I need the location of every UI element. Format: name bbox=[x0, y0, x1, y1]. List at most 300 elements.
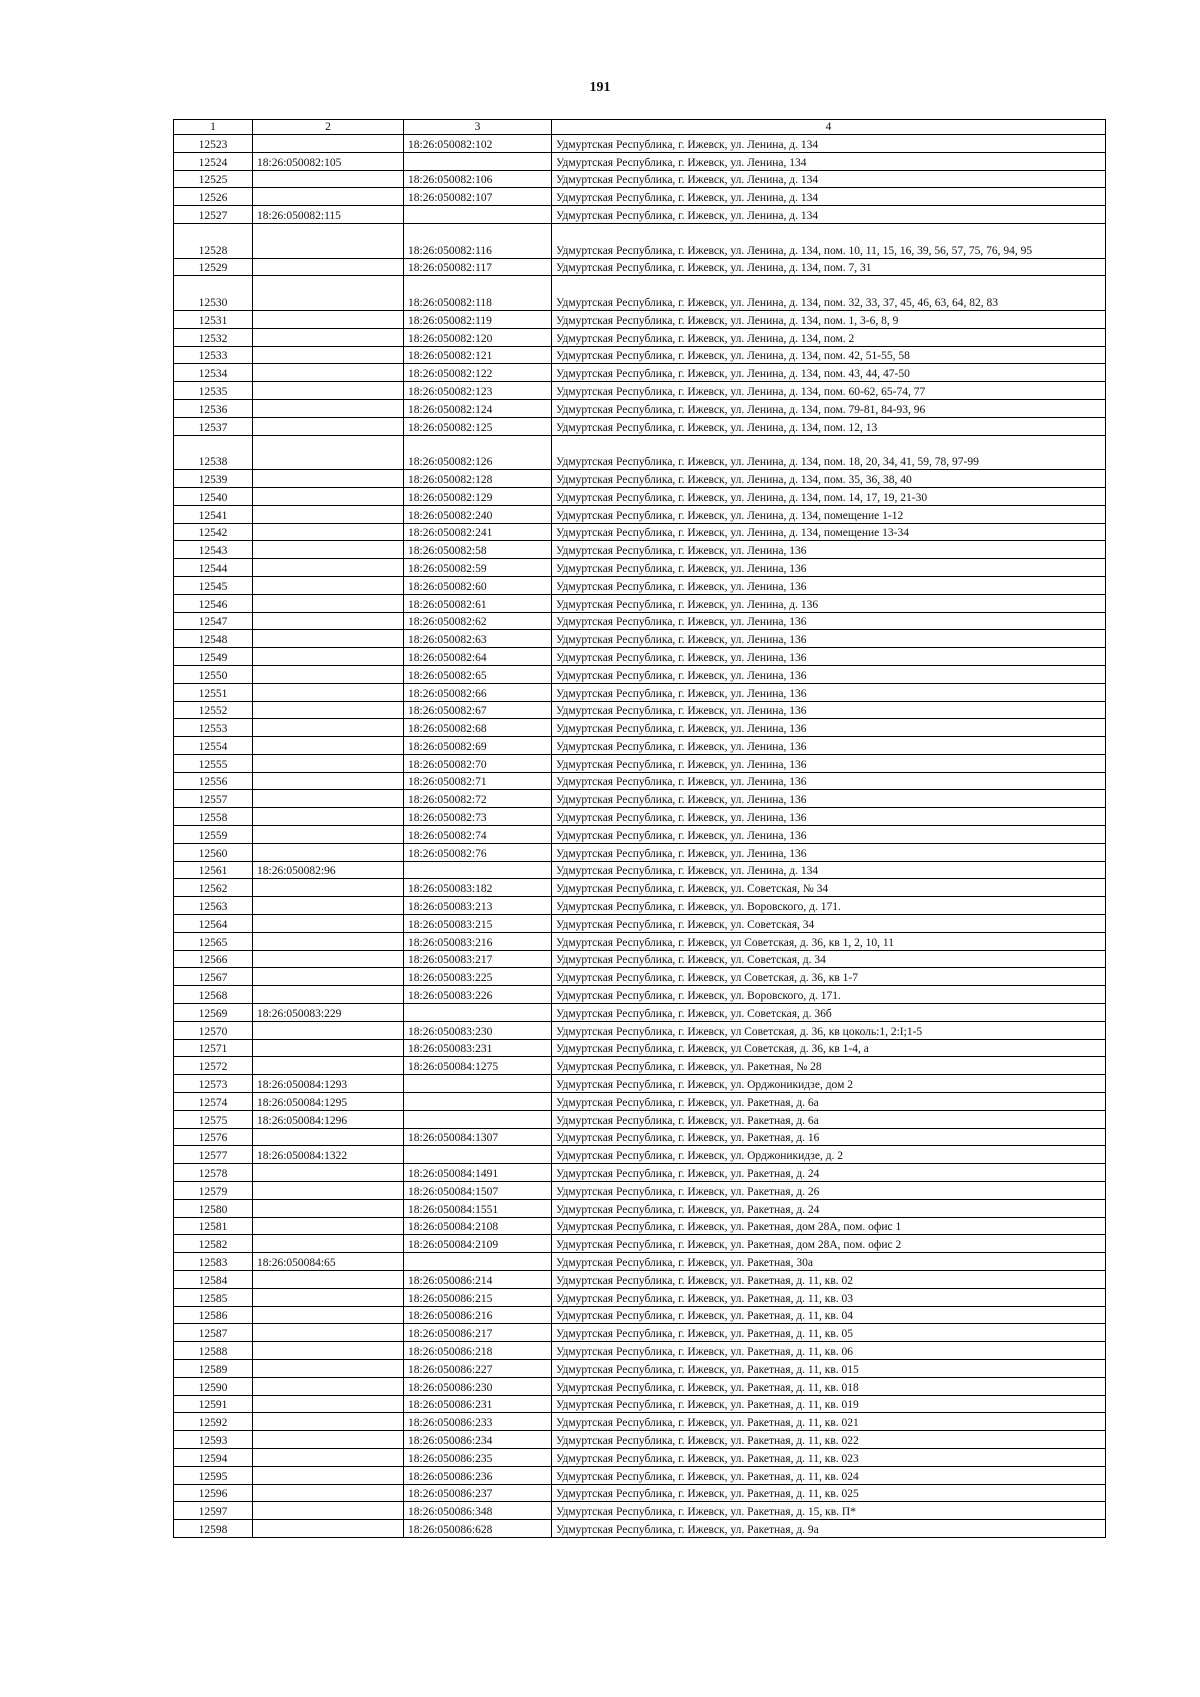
cadastral-number-a-cell bbox=[253, 399, 404, 417]
cadastral-number-b-cell: 18:26:050086:236 bbox=[404, 1466, 552, 1484]
address-cell: Удмуртская Республика, г. Ижевск, ул. Ленина, 136 bbox=[552, 719, 1106, 737]
address-cell: Удмуртская Республика, г. Ижевск, ул. Ракетная, д. 16 bbox=[552, 1128, 1106, 1146]
cadastral-number-a-cell bbox=[253, 1359, 404, 1377]
table-row bbox=[174, 258, 1106, 276]
table-row bbox=[174, 594, 1106, 612]
table-row bbox=[174, 1039, 1106, 1057]
cadastral-number-a-cell bbox=[253, 737, 404, 755]
cadastral-number-b-cell: 18:26:050083:182 bbox=[404, 879, 552, 897]
address-cell: Удмуртская Республика, г. Ижевск, ул. Ленина, 136 bbox=[552, 541, 1106, 559]
table-row bbox=[174, 932, 1106, 950]
table-row bbox=[174, 1288, 1106, 1306]
table-row bbox=[174, 630, 1106, 648]
cadastral-number-b-cell: 18:26:050083:225 bbox=[404, 968, 552, 986]
table-row bbox=[174, 135, 1106, 153]
address-cell: Удмуртская Республика, г. Ижевск, ул. Ленина, д. 134, пом. 1, 3-6, 8, 9 bbox=[552, 310, 1106, 328]
cadastral-number-a-cell bbox=[253, 1057, 404, 1075]
cadastral-number-a-cell: 18:26:050084:1322 bbox=[253, 1146, 404, 1164]
address-cell: Удмуртская Республика, г. Ижевск, ул Советская, д. 36, кв цоколь:1, 2:I;1-5 bbox=[552, 1021, 1106, 1039]
row-number-cell: 12527 bbox=[174, 206, 253, 224]
row-number-cell: 12587 bbox=[174, 1324, 253, 1342]
cadastral-number-b-cell bbox=[404, 1004, 552, 1022]
cadastral-number-b-cell: 18:26:050086:214 bbox=[404, 1271, 552, 1289]
cadastral-number-b-cell: 18:26:050082:122 bbox=[404, 364, 552, 382]
cadastral-number-b-cell: 18:26:050086:233 bbox=[404, 1413, 552, 1431]
cadastral-number-a-cell bbox=[253, 1235, 404, 1253]
row-number-cell: 12591 bbox=[174, 1395, 253, 1413]
cadastral-number-a-cell: 18:26:050084:1295 bbox=[253, 1093, 404, 1111]
table-row bbox=[174, 364, 1106, 382]
address-cell: Удмуртская Республика, г. Ижевск, ул. Ракетная, д. 11, кв. 023 bbox=[552, 1448, 1106, 1466]
row-number-cell: 12578 bbox=[174, 1164, 253, 1182]
row-number-cell: 12537 bbox=[174, 417, 253, 435]
table-row bbox=[174, 826, 1106, 844]
table-row bbox=[174, 843, 1106, 861]
row-number-cell: 12573 bbox=[174, 1075, 253, 1093]
row-number-cell: 12579 bbox=[174, 1182, 253, 1200]
cadastral-number-a-cell bbox=[253, 950, 404, 968]
column-header-2: 2 bbox=[253, 120, 404, 135]
address-cell: Удмуртская Республика, г. Ижевск, ул. Ракетная, д. 26 bbox=[552, 1182, 1106, 1200]
row-number-cell: 12532 bbox=[174, 328, 253, 346]
table-row bbox=[174, 1146, 1106, 1164]
row-number-cell: 12544 bbox=[174, 559, 253, 577]
row-number-cell: 12559 bbox=[174, 826, 253, 844]
cadastral-number-a-cell bbox=[253, 1342, 404, 1360]
address-cell: Удмуртская Республика, г. Ижевск, ул. Ленина, 136 bbox=[552, 737, 1106, 755]
table-row bbox=[174, 1377, 1106, 1395]
address-cell: Удмуртская Республика, г. Ижевск, ул. Ракетная, д. 11, кв. 02 bbox=[552, 1271, 1106, 1289]
table-row bbox=[174, 1164, 1106, 1182]
cadastral-number-a-cell bbox=[253, 487, 404, 505]
cadastral-number-b-cell: 18:26:050083:230 bbox=[404, 1021, 552, 1039]
page-number: 191 bbox=[589, 80, 611, 95]
row-number-cell: 12525 bbox=[174, 170, 253, 188]
table-row bbox=[174, 417, 1106, 435]
cadastral-number-a-cell bbox=[253, 986, 404, 1004]
cadastral-number-a-cell bbox=[253, 1466, 404, 1484]
address-cell: Удмуртская Республика, г. Ижевск, ул. Ракетная, д. 11, кв. 024 bbox=[552, 1466, 1106, 1484]
address-cell: Удмуртская Республика, г. Ижевск, ул Советская, д. 36, кв 1-4, а bbox=[552, 1039, 1106, 1057]
cadastral-number-b-cell: 18:26:050082:120 bbox=[404, 328, 552, 346]
row-number-cell: 12534 bbox=[174, 364, 253, 382]
address-cell: Удмуртская Республика, г. Ижевск, ул. Ленина, д. 134, пом. 35, 36, 38, 40 bbox=[552, 470, 1106, 488]
row-number-cell: 12568 bbox=[174, 986, 253, 1004]
table-row bbox=[174, 1057, 1106, 1075]
cadastral-number-a-cell bbox=[253, 276, 404, 311]
cadastral-number-a-cell bbox=[253, 897, 404, 915]
row-number-cell: 12585 bbox=[174, 1288, 253, 1306]
table-row bbox=[174, 897, 1106, 915]
cadastral-number-b-cell: 18:26:050083:215 bbox=[404, 915, 552, 933]
row-number-cell: 12575 bbox=[174, 1110, 253, 1128]
row-number-cell: 12539 bbox=[174, 470, 253, 488]
row-number-cell: 12570 bbox=[174, 1021, 253, 1039]
cadastral-number-a-cell bbox=[253, 879, 404, 897]
cadastral-number-a-cell bbox=[253, 223, 404, 258]
address-cell: Удмуртская Республика, г. Ижевск, ул. Ленина, 136 bbox=[552, 648, 1106, 666]
table-row bbox=[174, 435, 1106, 470]
cadastral-number-b-cell: 18:26:050086:231 bbox=[404, 1395, 552, 1413]
table-row bbox=[174, 576, 1106, 594]
row-number-cell: 12563 bbox=[174, 897, 253, 915]
cadastral-number-b-cell: 18:26:050082:63 bbox=[404, 630, 552, 648]
table-row bbox=[174, 1199, 1106, 1217]
column-header-3: 3 bbox=[404, 120, 552, 135]
row-number-cell: 12531 bbox=[174, 310, 253, 328]
table-header bbox=[174, 120, 1106, 135]
row-number-cell: 12556 bbox=[174, 772, 253, 790]
address-cell: Удмуртская Республика, г. Ижевск, ул. Ракетная, д. 11, кв. 025 bbox=[552, 1484, 1106, 1502]
address-cell: Удмуртская Республика, г. Ижевск, ул. Ракетная, д. 11, кв. 06 bbox=[552, 1342, 1106, 1360]
row-number-cell: 12547 bbox=[174, 612, 253, 630]
cadastral-number-a-cell bbox=[253, 1324, 404, 1342]
address-cell: Удмуртская Республика, г. Ижевск, ул Советская, д. 36, кв 1-7 bbox=[552, 968, 1106, 986]
cadastral-number-a-cell bbox=[253, 1199, 404, 1217]
table-row bbox=[174, 879, 1106, 897]
row-number-cell: 12582 bbox=[174, 1235, 253, 1253]
row-number-cell: 12536 bbox=[174, 399, 253, 417]
table-row bbox=[174, 170, 1106, 188]
table-row bbox=[174, 1431, 1106, 1449]
cadastral-number-b-cell: 18:26:050083:226 bbox=[404, 986, 552, 1004]
cadastral-number-a-cell: 18:26:050082:115 bbox=[253, 206, 404, 224]
address-cell: Удмуртская Республика, г. Ижевск, ул. Ленина, 136 bbox=[552, 576, 1106, 594]
cadastral-number-a-cell bbox=[253, 648, 404, 666]
cadastral-number-a-cell bbox=[253, 1164, 404, 1182]
cadastral-number-a-cell bbox=[253, 188, 404, 206]
row-number-cell: 12549 bbox=[174, 648, 253, 666]
address-cell: Удмуртская Республика, г. Ижевск, ул. Ленина, 136 bbox=[552, 701, 1106, 719]
address-cell: Удмуртская Республика, г. Ижевск, ул. Ракетная, д. 6а bbox=[552, 1110, 1106, 1128]
cadastral-number-b-cell: 18:26:050084:2108 bbox=[404, 1217, 552, 1235]
cadastral-number-b-cell: 18:26:050082:71 bbox=[404, 772, 552, 790]
header-row bbox=[174, 120, 1106, 135]
address-cell: Удмуртская Республика, г. Ижевск, ул. Ленина, д. 134 bbox=[552, 170, 1106, 188]
cadastral-number-a-cell bbox=[253, 1182, 404, 1200]
cadastral-number-b-cell: 18:26:050083:217 bbox=[404, 950, 552, 968]
cadastral-number-a-cell bbox=[253, 1128, 404, 1146]
address-cell: Удмуртская Республика, г. Ижевск, ул. Ленина, 136 bbox=[552, 826, 1106, 844]
row-number-cell: 12584 bbox=[174, 1271, 253, 1289]
cadastral-number-b-cell: 18:26:050082:76 bbox=[404, 843, 552, 861]
address-cell: Удмуртская Республика, г. Ижевск, ул. Ракетная, д. 11, кв. 05 bbox=[552, 1324, 1106, 1342]
address-cell: Удмуртская Республика, г. Ижевск, ул. Советская, 34 bbox=[552, 915, 1106, 933]
address-cell: Удмуртская Республика, г. Ижевск, ул. Ленина, 136 bbox=[552, 754, 1106, 772]
cadastral-number-b-cell: 18:26:050083:216 bbox=[404, 932, 552, 950]
table-row bbox=[174, 470, 1106, 488]
table-row bbox=[174, 968, 1106, 986]
row-number-cell: 12542 bbox=[174, 523, 253, 541]
cadastral-number-b-cell: 18:26:050082:70 bbox=[404, 754, 552, 772]
address-cell: Удмуртская Республика, г. Ижевск, ул. Ленина, д. 134, пом. 2 bbox=[552, 328, 1106, 346]
address-cell: Удмуртская Республика, г. Ижевск, ул. Ленина, 136 bbox=[552, 665, 1106, 683]
address-cell: Удмуртская Республика, г. Ижевск, ул. Ракетная, д. 11, кв. 018 bbox=[552, 1377, 1106, 1395]
cadastral-number-a-cell: 18:26:050082:96 bbox=[253, 861, 404, 879]
table-row bbox=[174, 1253, 1106, 1271]
address-cell: Удмуртская Республика, г. Ижевск, ул. Ленина, 136 bbox=[552, 630, 1106, 648]
row-number-cell: 12566 bbox=[174, 950, 253, 968]
address-cell: Удмуртская Республика, г. Ижевск, ул. Ленина, д. 134, пом. 79-81, 84-93, 96 bbox=[552, 399, 1106, 417]
table-row bbox=[174, 1128, 1106, 1146]
table-row bbox=[174, 1217, 1106, 1235]
cadastral-number-a-cell bbox=[253, 843, 404, 861]
cadastral-number-a-cell bbox=[253, 1021, 404, 1039]
table-row bbox=[174, 772, 1106, 790]
cadastral-number-a-cell bbox=[253, 1520, 404, 1538]
table-row bbox=[174, 1520, 1106, 1538]
row-number-cell: 12564 bbox=[174, 915, 253, 933]
cadastral-number-b-cell: 18:26:050086:234 bbox=[404, 1431, 552, 1449]
row-number-cell: 12530 bbox=[174, 276, 253, 311]
row-number-cell: 12586 bbox=[174, 1306, 253, 1324]
row-number-cell: 12565 bbox=[174, 932, 253, 950]
cadastral-number-b-cell: 18:26:050082:72 bbox=[404, 790, 552, 808]
address-cell: Удмуртская Республика, г. Ижевск, ул. Ленина, д. 134, помещение 13-34 bbox=[552, 523, 1106, 541]
table-row bbox=[174, 541, 1106, 559]
cadastral-number-b-cell: 18:26:050082:123 bbox=[404, 382, 552, 400]
table-row bbox=[174, 1342, 1106, 1360]
table-row bbox=[174, 1448, 1106, 1466]
cadastral-number-a-cell bbox=[253, 258, 404, 276]
address-cell: Удмуртская Республика, г. Ижевск, ул. Ракетная, д. 9а bbox=[552, 1520, 1106, 1538]
cadastral-number-a-cell bbox=[253, 505, 404, 523]
address-cell: Удмуртская Республика, г. Ижевск, ул. Ленина, д. 136 bbox=[552, 594, 1106, 612]
table-row bbox=[174, 382, 1106, 400]
cadastral-number-a-cell: 18:26:050084:1296 bbox=[253, 1110, 404, 1128]
address-cell: Удмуртская Республика, г. Ижевск, ул Советская, д. 36, кв 1, 2, 10, 11 bbox=[552, 932, 1106, 950]
cadastral-number-b-cell: 18:26:050086:235 bbox=[404, 1448, 552, 1466]
table-row bbox=[174, 915, 1106, 933]
row-number-cell: 12553 bbox=[174, 719, 253, 737]
address-cell: Удмуртская Республика, г. Ижевск, ул. Ленина, 136 bbox=[552, 790, 1106, 808]
row-number-cell: 12528 bbox=[174, 223, 253, 258]
table-row bbox=[174, 505, 1106, 523]
address-cell: Удмуртская Республика, г. Ижевск, ул. Ленина, д. 134, пом. 60-62, 65-74, 77 bbox=[552, 382, 1106, 400]
table-row bbox=[174, 1271, 1106, 1289]
table-row bbox=[174, 1484, 1106, 1502]
cadastral-number-a-cell bbox=[253, 1377, 404, 1395]
table-row bbox=[174, 310, 1106, 328]
table-row bbox=[174, 665, 1106, 683]
cadastral-number-a-cell bbox=[253, 630, 404, 648]
row-number-cell: 12589 bbox=[174, 1359, 253, 1377]
address-cell: Удмуртская Республика, г. Ижевск, ул. Ленина, д. 134 bbox=[552, 861, 1106, 879]
address-cell: Удмуртская Республика, г. Ижевск, ул. Ракетная, д. 24 bbox=[552, 1164, 1106, 1182]
address-cell: Удмуртская Республика, г. Ижевск, ул. Ленина, д. 134, помещение 1-12 bbox=[552, 505, 1106, 523]
cadastral-number-b-cell: 18:26:050082:128 bbox=[404, 470, 552, 488]
cadastral-number-b-cell: 18:26:050084:1507 bbox=[404, 1182, 552, 1200]
cadastral-number-a-cell bbox=[253, 1288, 404, 1306]
table-row bbox=[174, 1359, 1106, 1377]
row-number-cell: 12523 bbox=[174, 135, 253, 153]
cadastral-number-b-cell: 18:26:050086:230 bbox=[404, 1377, 552, 1395]
table-row bbox=[174, 754, 1106, 772]
row-number-cell: 12543 bbox=[174, 541, 253, 559]
cadastral-number-a-cell bbox=[253, 382, 404, 400]
cadastral-number-b-cell: 18:26:050082:74 bbox=[404, 826, 552, 844]
row-number-cell: 12569 bbox=[174, 1004, 253, 1022]
table-row bbox=[174, 950, 1106, 968]
cadastral-number-a-cell bbox=[253, 1271, 404, 1289]
cadastral-number-b-cell: 18:26:050086:216 bbox=[404, 1306, 552, 1324]
table-row bbox=[174, 1093, 1106, 1111]
address-cell: Удмуртская Республика, г. Ижевск, ул. Ракетная, д. 11, кв. 015 bbox=[552, 1359, 1106, 1377]
address-cell: Удмуртская Республика, г. Ижевск, ул. Ленина, д. 134, пом. 42, 51-55, 58 bbox=[552, 346, 1106, 364]
address-cell: Удмуртская Республика, г. Ижевск, ул. Ленина, д. 134, пом. 12, 13 bbox=[552, 417, 1106, 435]
cadastral-number-a-cell bbox=[253, 665, 404, 683]
cadastral-number-a-cell bbox=[253, 1484, 404, 1502]
cadastral-number-b-cell bbox=[404, 1253, 552, 1271]
row-number-cell: 12540 bbox=[174, 487, 253, 505]
cadastral-number-a-cell bbox=[253, 559, 404, 577]
cadastral-number-a-cell bbox=[253, 1502, 404, 1520]
cadastral-number-b-cell: 18:26:050082:129 bbox=[404, 487, 552, 505]
cadastral-number-b-cell: 18:26:050082:116 bbox=[404, 223, 552, 258]
cadastral-number-b-cell: 18:26:050086:628 bbox=[404, 1520, 552, 1538]
row-number-cell: 12524 bbox=[174, 152, 253, 170]
cadastral-number-a-cell bbox=[253, 523, 404, 541]
address-cell: Удмуртская Республика, г. Ижевск, ул. Ленина, д. 134, пом. 18, 20, 34, 41, 59, 78, 97-99 bbox=[552, 435, 1106, 470]
cadastral-number-b-cell: 18:26:050082:117 bbox=[404, 258, 552, 276]
address-cell: Удмуртская Республика, г. Ижевск, ул. Ленина, д. 134 bbox=[552, 135, 1106, 153]
cadastral-number-a-cell bbox=[253, 826, 404, 844]
row-number-cell: 12555 bbox=[174, 754, 253, 772]
row-number-cell: 12554 bbox=[174, 737, 253, 755]
address-cell: Удмуртская Республика, г. Ижевск, ул. Орджоникидзе, дом 2 bbox=[552, 1075, 1106, 1093]
address-cell: Удмуртская Республика, г. Ижевск, ул. Ракетная, д. 11, кв. 03 bbox=[552, 1288, 1106, 1306]
address-cell: Удмуртская Республика, г. Ижевск, ул. Ленина, д. 134 bbox=[552, 188, 1106, 206]
cadastral-number-a-cell: 18:26:050083:229 bbox=[253, 1004, 404, 1022]
row-number-cell: 12595 bbox=[174, 1466, 253, 1484]
row-number-cell: 12533 bbox=[174, 346, 253, 364]
cadastral-number-b-cell: 18:26:050082:125 bbox=[404, 417, 552, 435]
table-row bbox=[174, 790, 1106, 808]
table-row bbox=[174, 1182, 1106, 1200]
cadastral-number-b-cell: 18:26:050082:118 bbox=[404, 276, 552, 311]
row-number-cell: 12561 bbox=[174, 861, 253, 879]
address-cell: Удмуртская Республика, г. Ижевск, ул. Ракетная, д. 24 bbox=[552, 1199, 1106, 1217]
cadastral-number-b-cell: 18:26:050082:66 bbox=[404, 683, 552, 701]
address-cell: Удмуртская Республика, г. Ижевск, ул. Воровского, д. 171. bbox=[552, 986, 1106, 1004]
row-number-cell: 12577 bbox=[174, 1146, 253, 1164]
table-row bbox=[174, 701, 1106, 719]
table-row bbox=[174, 808, 1106, 826]
cadastral-number-b-cell: 18:26:050082:64 bbox=[404, 648, 552, 666]
table-row bbox=[174, 683, 1106, 701]
cadastral-number-a-cell bbox=[253, 932, 404, 950]
cadastral-number-b-cell bbox=[404, 152, 552, 170]
row-number-cell: 12598 bbox=[174, 1520, 253, 1538]
cadastral-number-b-cell: 18:26:050082:124 bbox=[404, 399, 552, 417]
row-number-cell: 12546 bbox=[174, 594, 253, 612]
cadastral-number-a-cell bbox=[253, 170, 404, 188]
address-cell: Удмуртская Республика, г. Ижевск, ул. Орджоникидзе, д. 2 bbox=[552, 1146, 1106, 1164]
cadastral-number-b-cell bbox=[404, 861, 552, 879]
table-row bbox=[174, 1324, 1106, 1342]
table-row bbox=[174, 986, 1106, 1004]
table-row bbox=[174, 328, 1106, 346]
cadastral-number-b-cell: 18:26:050082:107 bbox=[404, 188, 552, 206]
row-number-cell: 12560 bbox=[174, 843, 253, 861]
row-number-cell: 12597 bbox=[174, 1502, 253, 1520]
cadastral-number-b-cell bbox=[404, 1146, 552, 1164]
row-number-cell: 12571 bbox=[174, 1039, 253, 1057]
cadastral-number-a-cell bbox=[253, 1448, 404, 1466]
row-number-cell: 12592 bbox=[174, 1413, 253, 1431]
address-cell: Удмуртская Республика, г. Ижевск, ул. Ленина, 136 bbox=[552, 683, 1106, 701]
cadastral-number-b-cell: 18:26:050084:1275 bbox=[404, 1057, 552, 1075]
cadastral-number-a-cell bbox=[253, 1306, 404, 1324]
cadastral-number-a-cell bbox=[253, 915, 404, 933]
table-row bbox=[174, 346, 1106, 364]
address-cell: Удмуртская Республика, г. Ижевск, ул. Советская, д. 36б bbox=[552, 1004, 1106, 1022]
cadastral-number-b-cell: 18:26:050082:241 bbox=[404, 523, 552, 541]
table-row bbox=[174, 1413, 1106, 1431]
cadastral-number-b-cell: 18:26:050086:217 bbox=[404, 1324, 552, 1342]
row-number-cell: 12580 bbox=[174, 1199, 253, 1217]
row-number-cell: 12545 bbox=[174, 576, 253, 594]
row-number-cell: 12583 bbox=[174, 1253, 253, 1271]
row-number-cell: 12529 bbox=[174, 258, 253, 276]
cadastral-number-a-cell bbox=[253, 328, 404, 346]
address-cell: Удмуртская Республика, г. Ижевск, ул. Ленина, 136 bbox=[552, 843, 1106, 861]
cadastral-number-b-cell: 18:26:050082:119 bbox=[404, 310, 552, 328]
row-number-cell: 12552 bbox=[174, 701, 253, 719]
row-number-cell: 12557 bbox=[174, 790, 253, 808]
cadastral-number-a-cell bbox=[253, 790, 404, 808]
row-number-cell: 12588 bbox=[174, 1342, 253, 1360]
cadastral-number-a-cell: 18:26:050084:65 bbox=[253, 1253, 404, 1271]
cadastral-number-b-cell: 18:26:050086:215 bbox=[404, 1288, 552, 1306]
row-number-cell: 12593 bbox=[174, 1431, 253, 1449]
cadastral-number-b-cell: 18:26:050084:1551 bbox=[404, 1199, 552, 1217]
cadastral-number-b-cell: 18:26:050084:2109 bbox=[404, 1235, 552, 1253]
address-cell: Удмуртская Республика, г. Ижевск, ул. Ракетная, д. 6а bbox=[552, 1093, 1106, 1111]
table-body bbox=[174, 135, 1106, 1538]
address-cell: Удмуртская Республика, г. Ижевск, ул. Ракетная, 30а bbox=[552, 1253, 1106, 1271]
cadastral-number-b-cell: 18:26:050083:213 bbox=[404, 897, 552, 915]
table-row bbox=[174, 152, 1106, 170]
cadastral-number-a-cell bbox=[253, 1413, 404, 1431]
table-row bbox=[174, 1306, 1106, 1324]
cadastral-number-b-cell: 18:26:050082:68 bbox=[404, 719, 552, 737]
column-header-4: 4 bbox=[552, 120, 1106, 135]
cadastral-number-b-cell bbox=[404, 1110, 552, 1128]
cadastral-number-a-cell bbox=[253, 754, 404, 772]
table-row bbox=[174, 1004, 1106, 1022]
row-number-cell: 12567 bbox=[174, 968, 253, 986]
table-row bbox=[174, 487, 1106, 505]
cadastral-number-b-cell: 18:26:050082:65 bbox=[404, 665, 552, 683]
cadastral-number-a-cell bbox=[253, 576, 404, 594]
cadastral-number-b-cell: 18:26:050084:1491 bbox=[404, 1164, 552, 1182]
row-number-cell: 12581 bbox=[174, 1217, 253, 1235]
address-cell: Удмуртская Республика, г. Ижевск, ул. Ленина, 136 bbox=[552, 612, 1106, 630]
cadastral-number-a-cell bbox=[253, 968, 404, 986]
address-cell: Удмуртская Республика, г. Ижевск, ул. Ракетная, дом 28А, пом. офис 1 bbox=[552, 1217, 1106, 1235]
cadastral-number-b-cell: 18:26:050086:227 bbox=[404, 1359, 552, 1377]
address-cell: Удмуртская Республика, г. Ижевск, ул. Ленина, 136 bbox=[552, 808, 1106, 826]
cadastral-number-a-cell bbox=[253, 470, 404, 488]
cadastral-number-a-cell bbox=[253, 701, 404, 719]
cadastral-number-b-cell: 18:26:050082:102 bbox=[404, 135, 552, 153]
cadastral-number-a-cell bbox=[253, 808, 404, 826]
address-cell: Удмуртская Республика, г. Ижевск, ул. Ленина, 136 bbox=[552, 559, 1106, 577]
address-cell: Удмуртская Республика, г. Ижевск, ул. Ракетная, д. 15, кв. П* bbox=[552, 1502, 1106, 1520]
table-row bbox=[174, 861, 1106, 879]
address-cell: Удмуртская Республика, г. Ижевск, ул. Ленина, д. 134 bbox=[552, 206, 1106, 224]
